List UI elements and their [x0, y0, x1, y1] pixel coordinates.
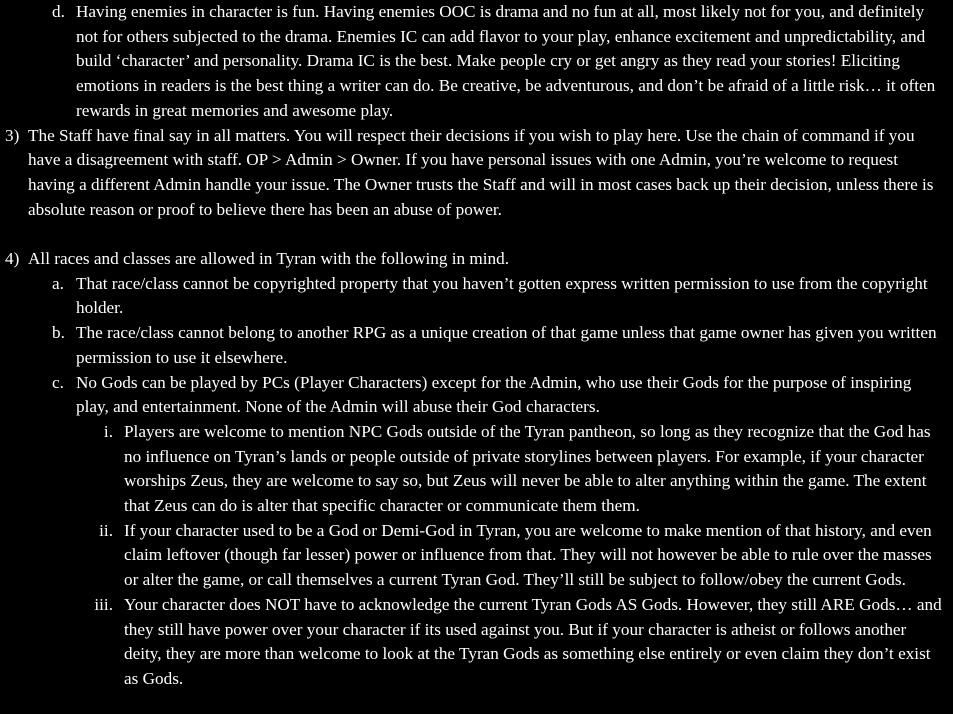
- list-item-text: All races and classes are allowed in Tyran with the following in mind.: [28, 249, 510, 269]
- list-item-text: That race/class cannot be copyrighted property that you haven’t gotten express written permission to use from the copyright holder.: [76, 273, 928, 318]
- list-item-d: [0, 0, 953, 124]
- list-marker: d.: [52, 2, 65, 21]
- list-item-4c-ii: [0, 519, 953, 593]
- list-marker: b.: [52, 323, 65, 343]
- list-item-text: Having enemies in character is fun. Having enemies OOC is drama and no fun at all, most likely not for you, and definitely not for others subjected to the drama. Enemies IC can add flavor to your play, enhance excitement and unpredictability, and build ‘character’ and personality. Drama IC is the best. Make people cry or get angry as they read your stories! Eliciting emotions in readers is the best thing a writer can do. Be creative, be adventurous, and don’t be afraid of a little risk… it often rewards in great memories and awesome play.: [76, 2, 936, 120]
- list-item-4c-i: [0, 420, 953, 519]
- list-item-4b: [0, 321, 953, 370]
- list-marker: ii.: [99, 520, 113, 540]
- list-item-4a: [0, 272, 953, 321]
- list-item-text: The Staff have final say in all matters. You will respect their decisions if you wish to play here. Use the chain of command if you have a disagreement with staff. OP > Admin > Owner. If you have personal issues with one Admin, you’re welcome to request having a different Admin handle your issue. The Owner trusts the Staff and will in most cases back up their decision, unless there is absolute reason or proof to believe there has been an abuse of power.: [28, 125, 934, 219]
- list-marker: c.: [52, 372, 64, 392]
- list-item-text: Players are welcome to mention NPC Gods outside of the Tyran pantheon, so long as they recognize that the God has no influence on Tyran’s lands or people outside of private storylines between players. For example, if your character worships Zeus, they are welcome to say so, but Zeus will never be able to alter anything within the game. The extent that Zeus can do is alter that specific character or communicate them them.: [124, 421, 931, 516]
- list-marker: 3): [5, 125, 20, 145]
- list-item-3: [0, 124, 953, 223]
- list-item-4: [0, 247, 953, 272]
- list-item-text: No Gods can be played by PCs (Player Characters) except for the Admin, who use their Gods for the purpose of inspiring play, and entertainment. None of the Admin will abuse their God characters.: [76, 372, 912, 417]
- list-item-text: The race/class cannot belong to another RPG as a unique creation of that game unless that game owner has given you written permission to use it elsewhere.: [76, 323, 937, 367]
- list-marker: iii.: [94, 594, 113, 614]
- list-item-4c-iii: [0, 593, 953, 692]
- list-marker: 4): [5, 249, 20, 269]
- list-marker: a.: [52, 273, 64, 293]
- paragraph-gap: [0, 222, 953, 247]
- list-item-text: Your character does NOT have to acknowledge the current Tyran Gods AS Gods. However, they still ARE Gods… and they still have power over your character if its used against you. But if your character is atheist or follows another deity, they are more than welcome to look at the Tyran Gods as something else entirely or even claim they don’t exist as Gods.: [124, 594, 942, 688]
- list-marker: i.: [103, 421, 113, 441]
- list-item-text: If your character used to be a God or Demi-God in Tyran, you are welcome to make mention of that history, and even claim leftover (though far lesser) power or influence from that. They will not however be able to rule over the masses or alter the game, or call themselves a current Tyran God. They’ll still be subject to follow/obey the current Gods.: [124, 520, 932, 590]
- list-item-4c: [0, 371, 953, 420]
